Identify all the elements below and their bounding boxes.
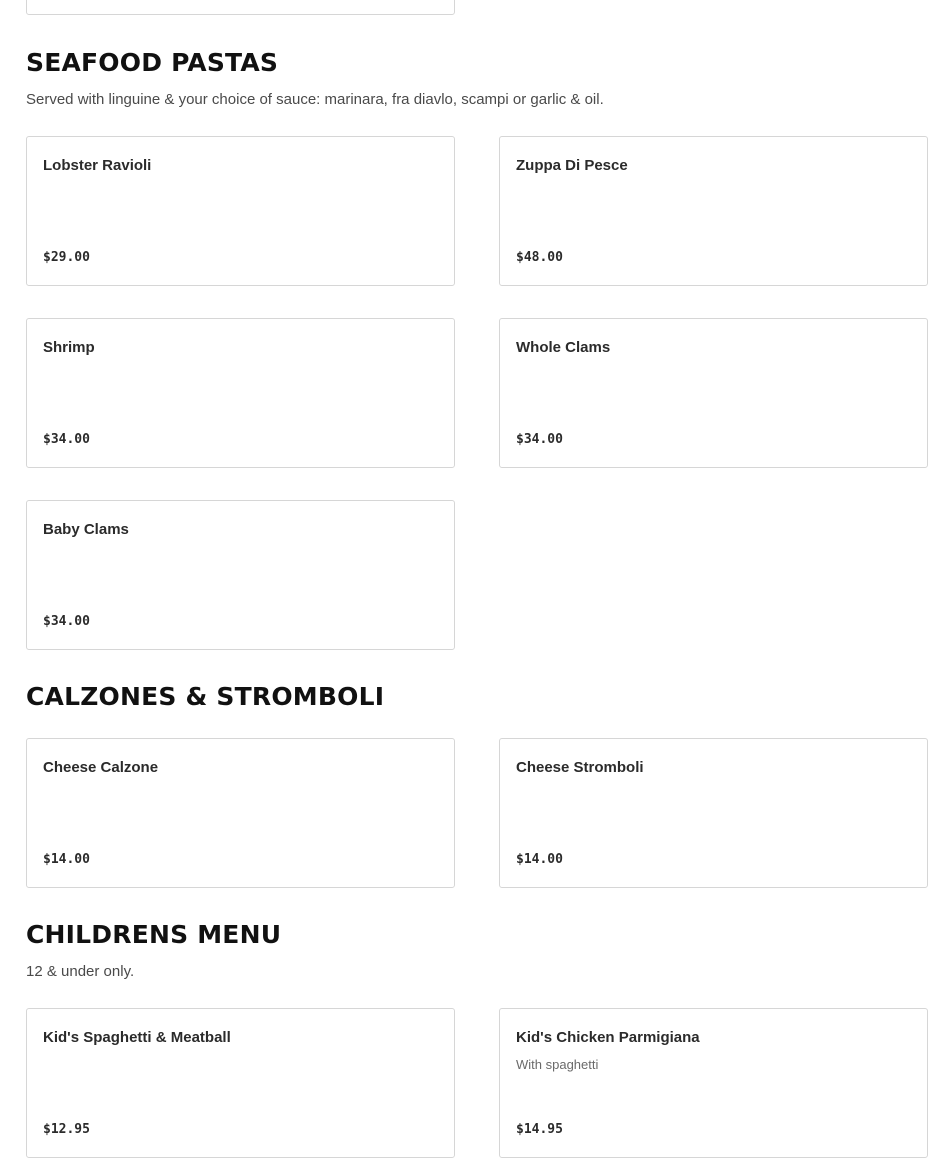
menu-item-name: Kid's Spaghetti & Meatball [43,1029,231,1046]
menu-item-name: Lobster Ravioli [43,157,152,174]
menu-item-card[interactable] [499,318,928,468]
menu-item-price: $34.00 [43,614,90,629]
menu-item-name: Whole Clams [516,339,611,356]
menu-item-name: Cheese Stromboli [516,759,644,776]
menu-item-name: Kid's Chicken Parmigiana [516,1029,700,1046]
menu-item-price: $14.00 [43,852,90,867]
menu-item-price: $29.00 [43,250,90,265]
menu-item-price: $48.00 [516,250,563,265]
section-title-childrens-menu: CHILDRENS MENU [26,920,282,949]
menu-item-card[interactable] [26,318,455,468]
menu-item-card[interactable] [26,738,455,888]
menu-item-card[interactable] [26,1008,455,1158]
menu-item-price: $14.00 [516,852,563,867]
menu-item-description: With spaghetti [516,1057,599,1072]
menu-item-name: Zuppa Di Pesce [516,157,628,174]
menu-item-card[interactable] [499,136,928,286]
section-subtitle-childrens-menu: 12 & under only. [26,963,135,980]
menu-item-card-partial[interactable] [26,0,455,15]
menu-item-card[interactable] [26,500,455,650]
menu-item-card[interactable] [26,136,455,286]
menu-item-price: $14.95 [516,1122,563,1137]
menu-item-card[interactable] [499,738,928,888]
menu-item-name: Baby Clams [43,521,129,538]
section-subtitle-seafood-pastas: Served with linguine & your choice of sauce: marinara, fra diavlo, scampi or garlic & oil. [26,91,604,108]
menu-item-price: $34.00 [516,432,563,447]
menu-item-name: Cheese Calzone [43,759,159,776]
menu-item-card[interactable] [499,1008,928,1158]
section-title-seafood-pastas: SEAFOOD PASTAS [26,48,279,77]
menu-item-name: Shrimp [43,339,95,356]
section-title-calzones-stromboli: CALZONES & STROMBOLI [26,682,385,711]
menu-item-price: $12.95 [43,1122,90,1137]
menu-item-price: $34.00 [43,432,90,447]
